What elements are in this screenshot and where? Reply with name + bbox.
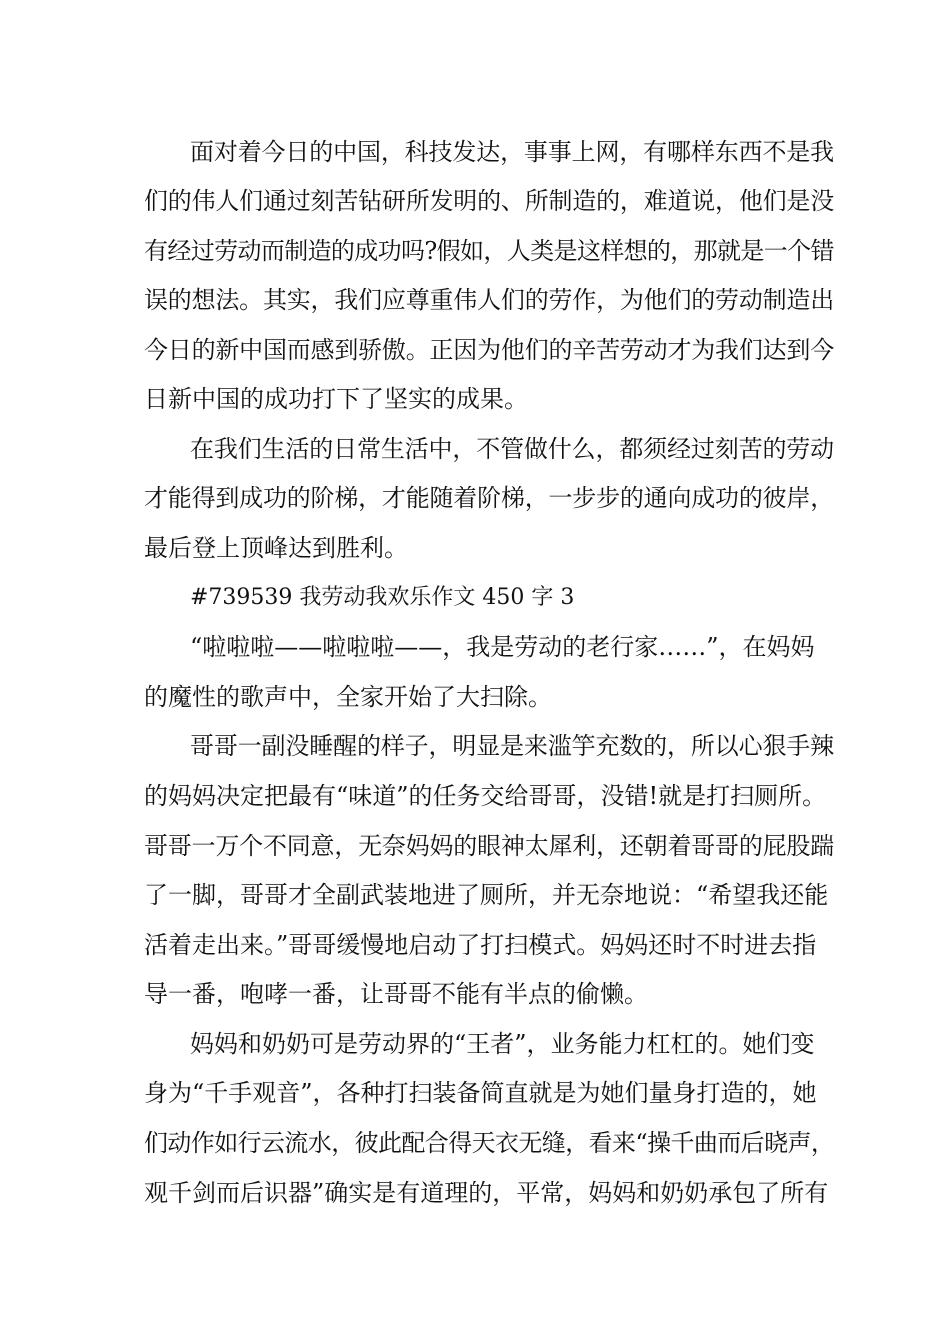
paragraph-5-line-5: 活着走出来。”哥哥缓慢地启动了打扫模式。妈妈还时不时进去指 <box>144 931 817 959</box>
paragraph-1-line-4: 误的想法。其实，我们应尊重伟人们的劳作，为他们的劳动制造出 <box>144 286 834 314</box>
paragraph-5-line-6: 导一番，咆哮一番，让哥哥不能有半点的偷懒。 <box>144 980 648 1008</box>
essay-heading: #739539 我劳动我欢乐作文 450 字 3 <box>190 585 575 610</box>
paragraph-5-line-3: 哥哥一万个不同意，无奈妈妈的眼神太犀利，还朝着哥哥的屁股踹 <box>144 832 834 860</box>
paragraph-5-line-2: 的妈妈决定把最有“味道”的任务交给哥哥，没错!就是打扫厕所。 <box>144 782 827 810</box>
paragraph-6-line-4: 观千剑而后识器”确实是有道理的，平常，妈妈和奶奶承包了所有 <box>144 1179 829 1207</box>
paragraph-2-line-3: 最后登上顶峰达到胜利。 <box>144 534 408 562</box>
paragraph-6-line-3: 们动作如行云流水，彼此配合得天衣无缝，看来“操千曲而后晓声， <box>144 1129 835 1157</box>
paragraph-6-line-1: 妈妈和奶奶可是劳动界的“王者”，业务能力杠杠的。她们变 <box>190 1030 815 1058</box>
paragraph-1-line-1: 面对着今日的中国，科技发达，事事上网，有哪样东西不是我 <box>190 138 834 166</box>
paragraph-4-line-1: “啦啦啦——啦啦啦——，我是劳动的老行家……”，在妈妈 <box>190 633 815 661</box>
paragraph-5-line-1: 哥哥一副没睡醒的样子，明显是来滥竽充数的，所以心狠手辣 <box>190 732 834 760</box>
paragraph-4-line-2: 的魔性的歌声中，全家开始了大扫除。 <box>144 683 552 711</box>
paragraph-5-line-4: 了一脚，哥哥才全副武装地进了厕所，并无奈地说：“希望我还能 <box>144 881 829 909</box>
paragraph-1-line-3: 有经过劳动而制造的成功吗?假如，人类是这样想的，那就是一个错 <box>144 237 834 265</box>
paragraph-6-line-2: 身为“千手观音”，各种打扫装备简直就是为她们量身打造的，她 <box>144 1079 817 1107</box>
paragraph-1-line-6: 日新中国的成功打下了坚实的成果。 <box>144 385 528 413</box>
paragraph-1-line-5: 今日的新中国而感到骄傲。正因为他们的辛苦劳动才为我们达到今 <box>144 336 834 364</box>
paragraph-2-line-2: 才能得到成功的阶梯，才能随着阶梯，一步步的通向成功的彼岸， <box>144 484 834 512</box>
paragraph-2-line-1: 在我们生活的日常生活中，不管做什么，都须经过刻苦的劳动 <box>190 435 834 463</box>
paragraph-1-line-2: 们的伟人们通过刻苦钻研所发明的、所制造的，难道说，他们是没 <box>144 187 834 215</box>
